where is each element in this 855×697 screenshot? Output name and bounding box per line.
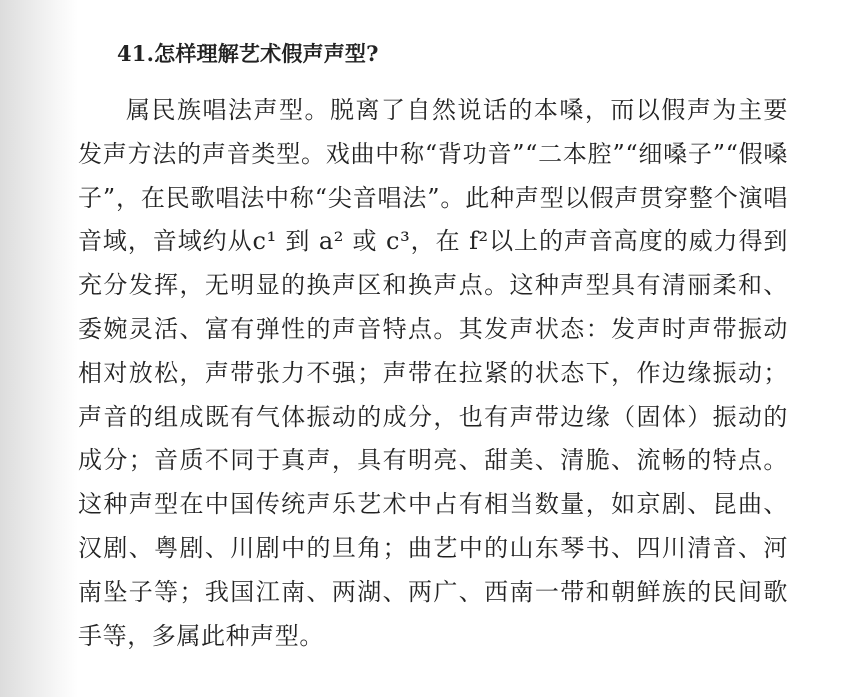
body-paragraph: 属民族唱法声型。脱离了自然说话的本嗓，而以假声为主要发声方法的声音类型。戏曲中称“背功音”“二本腔”“细嗓子”“假嗓子”，在民歌唱法中称“尖音唱法”。此种声型以假声贯穿整个演唱音域，音域约从c¹ 到 a² 或 c³，在 f²以上的声音高度的威力得到充分发挥，无明显的换声区和换声点。这种声型具有清丽柔和、委婉灵活、富有弹性的声音特点。其发声状态：发声时声带振动相对放松，声带张力不强；声带在拉紧的状态下，作边缘振动；声音的组成既有气体振动的成分，也有声带边缘（固体）振动的成分；音质不同于真声，具有明亮、甜美、清脆、流畅的特点。这种声型在中国传统声乐艺术中占有相当数量，如京剧、昆曲、汉剧、粤剧、川剧中的旦角；曲艺中的山东琴书、四川清音、河南坠子等；我国江南、两湖、两广、西南一带和朝鲜族的民间歌手等，多属此种声型。 <box>78 96 788 650</box>
page-edge-shadow <box>0 0 78 697</box>
page-content <box>78 38 788 658</box>
question-title: 41.怎样理解艺术假声声型? <box>117 41 379 66</box>
